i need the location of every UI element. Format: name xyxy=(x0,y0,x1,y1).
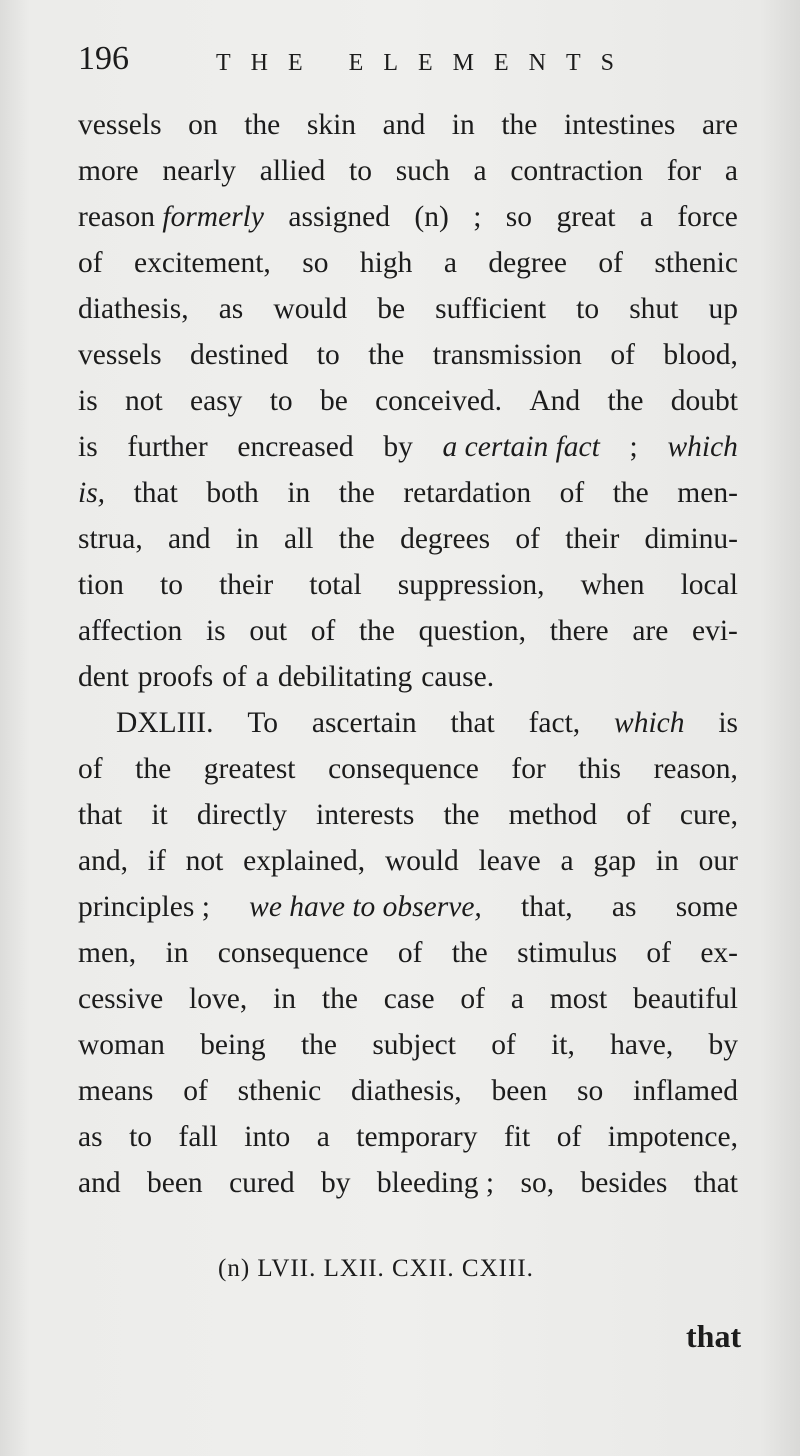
word: been xyxy=(491,1075,548,1107)
word: be xyxy=(377,293,406,325)
word: a xyxy=(724,155,738,187)
word: conceived. xyxy=(375,385,503,417)
word: a xyxy=(560,845,574,877)
text-line xyxy=(78,332,738,378)
word: besides xyxy=(580,1167,668,1199)
word: in xyxy=(655,845,679,877)
word: that xyxy=(693,1167,738,1199)
word: a xyxy=(510,983,524,1015)
word: fact, xyxy=(528,707,581,739)
word: this xyxy=(578,753,621,785)
word: out xyxy=(249,615,288,647)
word: great xyxy=(556,201,616,233)
word: allied xyxy=(259,155,326,187)
word: further xyxy=(127,431,208,463)
word: easy xyxy=(189,385,243,417)
word: it, xyxy=(551,1029,575,1061)
word: sthenic xyxy=(237,1075,322,1107)
word: To xyxy=(247,707,279,739)
text-line xyxy=(78,378,738,424)
word: in xyxy=(165,937,189,969)
word: and xyxy=(167,523,211,555)
word: by xyxy=(708,1029,738,1061)
word: which xyxy=(667,431,738,463)
word: method xyxy=(508,799,598,831)
word: the xyxy=(321,983,358,1015)
running-title: THE ELEMENTS xyxy=(216,50,634,76)
text-line xyxy=(78,1114,738,1160)
word: debilitating xyxy=(277,661,413,693)
word: principles ; xyxy=(78,891,210,923)
word: that xyxy=(78,799,123,831)
word: when xyxy=(580,569,645,601)
word: their xyxy=(565,523,620,555)
word: fall xyxy=(178,1121,218,1153)
word: would xyxy=(384,845,459,877)
word: and xyxy=(382,109,426,141)
word: by xyxy=(383,431,413,463)
word: question, xyxy=(418,615,527,647)
word: tion xyxy=(78,569,124,601)
word: by xyxy=(321,1167,351,1199)
word: so xyxy=(302,247,329,279)
word: (n) xyxy=(414,201,449,233)
word: destined xyxy=(190,339,289,371)
word: love, xyxy=(189,983,248,1015)
word: our xyxy=(698,845,738,877)
word: greatest xyxy=(203,753,296,785)
word: a xyxy=(255,661,269,693)
word: their xyxy=(219,569,274,601)
catchword: that xyxy=(686,1318,742,1354)
word: in xyxy=(235,523,259,555)
text-line xyxy=(78,424,738,470)
word: sthenic xyxy=(654,247,738,279)
word: a xyxy=(639,201,653,233)
word: ascertain xyxy=(311,707,417,739)
word: to xyxy=(269,385,293,417)
word: stimulus xyxy=(517,937,618,969)
word: interests xyxy=(316,799,415,831)
word: for xyxy=(511,753,546,785)
word: consequence xyxy=(217,937,369,969)
word: of xyxy=(397,937,423,969)
word: the xyxy=(338,477,375,509)
word: of xyxy=(491,1029,516,1061)
word: in xyxy=(287,477,311,509)
word: of xyxy=(610,339,635,371)
word: for xyxy=(666,155,702,187)
word: cure, xyxy=(679,799,738,831)
word: the xyxy=(338,523,375,555)
word: that xyxy=(450,707,495,739)
word: if xyxy=(147,845,166,877)
word: all xyxy=(284,523,314,555)
word: inflamed xyxy=(633,1075,738,1107)
word: nearly xyxy=(162,155,237,187)
word: directly xyxy=(196,799,287,831)
word: so xyxy=(505,201,533,233)
word: as xyxy=(218,293,244,325)
word: the xyxy=(612,477,649,509)
word: be xyxy=(319,385,348,417)
text-line xyxy=(78,608,738,654)
word: is xyxy=(205,615,226,647)
word: been xyxy=(147,1167,203,1199)
word: there xyxy=(549,615,609,647)
word: and xyxy=(78,1167,121,1199)
word: to xyxy=(349,155,372,187)
word: that, xyxy=(521,891,573,923)
word: of xyxy=(559,477,585,509)
text-line xyxy=(78,1022,738,1068)
word: the xyxy=(135,753,172,785)
word: cured xyxy=(229,1167,295,1199)
text-line xyxy=(78,102,738,148)
word: to xyxy=(129,1121,153,1153)
word: subject xyxy=(372,1029,456,1061)
word: vessels xyxy=(78,109,162,141)
word: And xyxy=(529,385,581,417)
word: temporary xyxy=(356,1121,478,1153)
text-line xyxy=(78,884,738,930)
word: the xyxy=(607,385,644,417)
word: the xyxy=(501,109,538,141)
body-text xyxy=(78,102,738,1206)
word: intestines xyxy=(563,109,676,141)
word: not xyxy=(124,385,163,417)
word: that xyxy=(133,477,178,509)
text-line xyxy=(78,838,738,884)
word: skin xyxy=(306,109,357,141)
text-line xyxy=(78,1160,738,1206)
word: excitement, xyxy=(134,247,271,279)
word: in xyxy=(273,983,297,1015)
word: of xyxy=(78,247,103,279)
text-line xyxy=(78,930,738,976)
text-line xyxy=(78,976,738,1022)
word: on xyxy=(188,109,218,141)
word: of xyxy=(222,661,247,693)
word: shut xyxy=(629,293,679,325)
word: both xyxy=(206,477,259,509)
word: the xyxy=(368,339,405,371)
word: more xyxy=(78,155,139,187)
word: of xyxy=(460,983,485,1015)
footnote: (n) LVII. LXII. CXII. CXIII. xyxy=(218,1255,534,1282)
word: of xyxy=(310,615,336,647)
word: of xyxy=(556,1121,582,1153)
word: a xyxy=(443,247,457,279)
word: being xyxy=(200,1029,266,1061)
word: we have to observe, xyxy=(249,891,482,923)
word: into xyxy=(244,1121,291,1153)
text-line xyxy=(78,148,738,194)
word: impotence, xyxy=(607,1121,738,1153)
page-number: 196 xyxy=(78,40,129,77)
word: means xyxy=(78,1075,154,1107)
word: men, xyxy=(78,937,137,969)
word: a certain fact xyxy=(442,431,600,463)
word: some xyxy=(675,891,738,923)
text-line xyxy=(78,470,738,516)
word: suppression, xyxy=(397,569,545,601)
word: force xyxy=(677,201,738,233)
word: the xyxy=(300,1029,338,1061)
word: evi- xyxy=(692,615,738,647)
word: gap xyxy=(593,845,637,877)
word: reason formerly xyxy=(78,201,264,233)
word: of xyxy=(78,753,103,785)
word: sufficient xyxy=(435,293,547,325)
word: the xyxy=(358,615,395,647)
text-line xyxy=(78,654,738,700)
word: case xyxy=(383,983,435,1015)
word: of xyxy=(183,1075,208,1107)
word: it xyxy=(151,799,168,831)
word: are xyxy=(632,615,669,647)
word: men- xyxy=(677,477,738,509)
word: is xyxy=(718,707,738,739)
word: the xyxy=(443,799,480,831)
word: ; xyxy=(473,201,482,233)
word: in xyxy=(451,109,475,141)
word: degree xyxy=(488,247,567,279)
text-line xyxy=(78,746,738,792)
page-header xyxy=(78,40,758,90)
word: is, xyxy=(78,477,106,509)
word: beautiful xyxy=(633,983,738,1015)
word: affection xyxy=(78,615,183,647)
word: reason, xyxy=(653,753,738,785)
word: not xyxy=(185,845,224,877)
word: contraction xyxy=(510,155,644,187)
word: strua, xyxy=(78,523,143,555)
word: a xyxy=(316,1121,330,1153)
word: local xyxy=(680,569,738,601)
word: up xyxy=(708,293,738,325)
word: DXLIII. xyxy=(116,707,214,739)
word: of xyxy=(646,937,671,969)
word: ex- xyxy=(700,937,738,969)
word: are xyxy=(701,109,738,141)
word: of xyxy=(626,799,651,831)
word: have, xyxy=(610,1029,674,1061)
word: blood, xyxy=(663,339,738,371)
word: is xyxy=(78,431,98,463)
word: diathesis, xyxy=(351,1075,462,1107)
word: a xyxy=(473,155,487,187)
word: bleeding ; xyxy=(376,1167,495,1199)
text-line xyxy=(78,240,738,286)
word: diminu- xyxy=(644,523,738,555)
word: fit xyxy=(503,1121,531,1153)
text-line xyxy=(78,700,738,746)
word: to xyxy=(576,293,600,325)
word: such xyxy=(395,155,450,187)
text-line xyxy=(78,286,738,332)
word: retardation xyxy=(403,477,532,509)
word: would xyxy=(273,293,348,325)
word: which xyxy=(614,707,685,739)
word: total xyxy=(309,569,362,601)
word: explained, xyxy=(243,845,366,877)
word: and, xyxy=(78,845,128,877)
word: dent xyxy=(78,661,129,693)
text-line xyxy=(78,562,738,608)
word: leave xyxy=(478,845,541,877)
word: ; xyxy=(629,431,638,463)
word: to xyxy=(316,339,340,371)
text-line xyxy=(78,792,738,838)
word: most xyxy=(549,983,608,1015)
word: is xyxy=(78,385,98,417)
word: transmission xyxy=(432,339,582,371)
word: as xyxy=(78,1121,103,1153)
word: assigned xyxy=(288,201,390,233)
word: high xyxy=(359,247,413,279)
word: proofs xyxy=(137,661,214,693)
word: so xyxy=(577,1075,604,1107)
word: of xyxy=(515,523,540,555)
word: so, xyxy=(520,1167,555,1199)
word: as xyxy=(611,891,637,923)
word: woman xyxy=(78,1029,165,1061)
word: to xyxy=(160,569,183,601)
text-line xyxy=(78,516,738,562)
word: the xyxy=(244,109,281,141)
word: diathesis, xyxy=(78,293,189,325)
text-line xyxy=(78,194,738,240)
word: cessive xyxy=(78,983,164,1015)
word: encreased xyxy=(237,431,354,463)
word: doubt xyxy=(670,385,738,417)
word: the xyxy=(451,937,488,969)
word: consequence xyxy=(328,753,479,785)
word: vessels xyxy=(78,339,162,371)
text-line xyxy=(78,1068,738,1114)
word: degrees xyxy=(400,523,491,555)
word: of xyxy=(598,247,623,279)
word: cause. xyxy=(421,661,495,693)
